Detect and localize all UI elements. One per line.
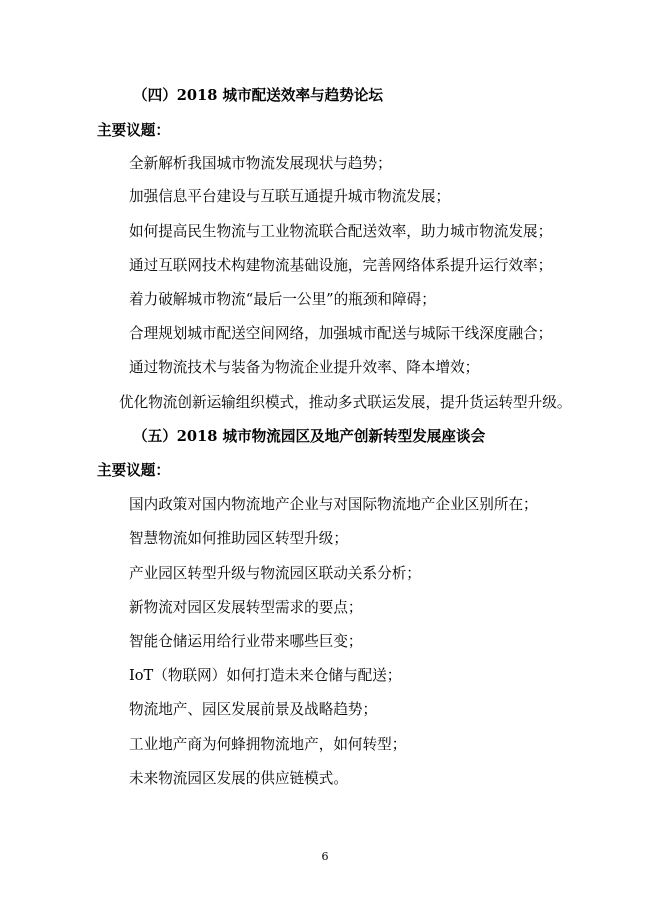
section-5-item: IoT（物联网）如何打造未来仓储与配送； [129, 667, 402, 684]
section-5-heading: （五）2018 城市物流园区及地产创新转型发展座谈会 [133, 428, 486, 445]
section-4-item: 如何提高民生物流与工业物流联合配送效率，助力城市物流发展； [129, 223, 553, 240]
section-5-item: 智能仓储运用给行业带来哪些巨变； [129, 633, 363, 650]
page-number: 6 [321, 850, 329, 863]
section-4-topics-label: 主要议题： [97, 122, 170, 139]
section-4-item: 合理规划城市配送空间网络，加强城市配送与城际干线深度融合； [129, 325, 553, 342]
section-5-item: 新物流对园区发展转型需求的要点； [129, 599, 363, 616]
section-5-item: 物流地产、园区发展前景及战略趋势； [129, 701, 378, 718]
section-4-item: 全新解析我国城市物流发展现状与趋势； [129, 155, 392, 172]
section-4-item: 着力破解城市物流“最后一公里”的瓶颈和障碍； [129, 291, 436, 308]
section-4-item: 通过互联网技术构建物流基础设施，完善网络体系提升运行效率； [129, 257, 553, 274]
section-5-item: 工业地产商为何蜂拥物流地产，如何转型； [129, 736, 407, 753]
section-4-item: 优化物流创新运输组织模式，推动多式联运发展，提升货运转型升级。 [119, 394, 572, 411]
section-5-item: 智慧物流如何推助园区转型升级； [129, 530, 348, 547]
section-5-item: 国内政策对国内物流地产企业与对国际物流地产企业区别所在； [129, 496, 538, 513]
section-5-item: 未来物流园区发展的供应链模式。 [129, 770, 348, 787]
section-5-topics-label: 主要议题： [97, 462, 170, 479]
section-4-heading: （四）2018 城市配送效率与趋势论坛 [133, 87, 384, 104]
section-5-item: 产业园区转型升级与物流园区联动关系分析； [129, 565, 421, 582]
section-4-item: 加强信息平台建设与互联互通提升城市物流发展； [129, 188, 451, 205]
section-4-item: 通过物流技术与装备为物流企业提升效率、降本增效； [129, 359, 480, 376]
